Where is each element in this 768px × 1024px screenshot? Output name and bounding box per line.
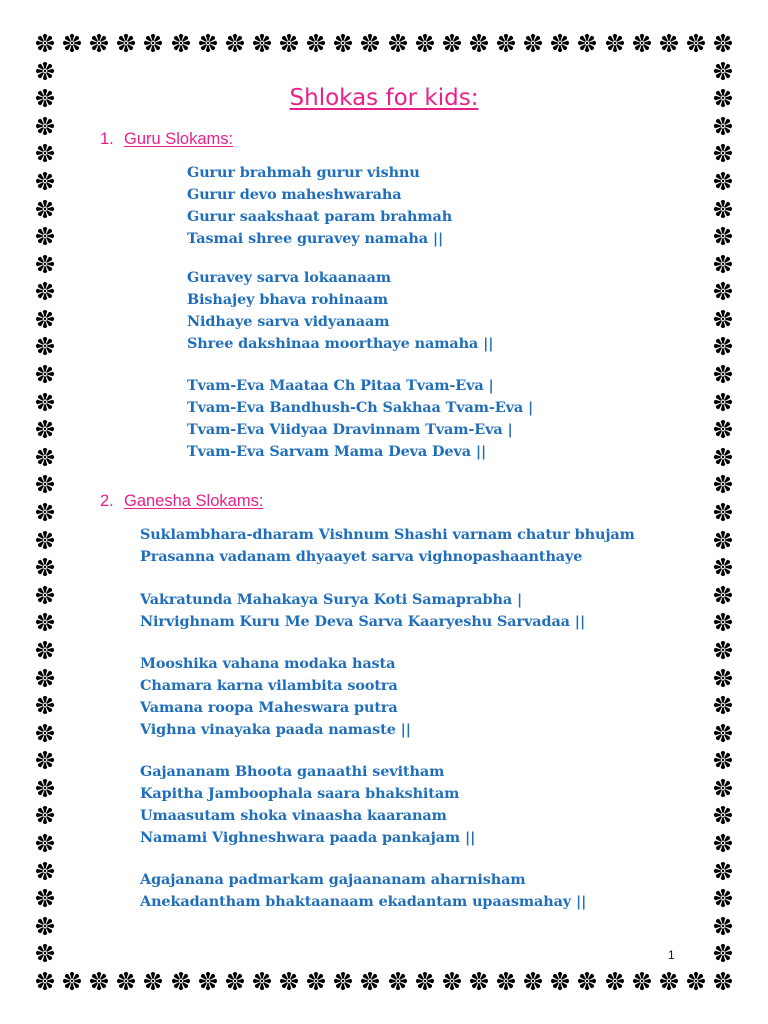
asterisk-flower-icon — [712, 749, 734, 771]
stanza — [187, 162, 452, 250]
asterisk-flower-icon — [34, 280, 56, 302]
verse-line: Tvam-Eva Sarvam Mama Deva Deva || — [187, 443, 487, 460]
asterisk-flower-icon — [34, 639, 56, 661]
asterisk-flower-icon — [468, 32, 490, 54]
asterisk-flower-icon — [34, 225, 56, 247]
asterisk-flower-icon — [34, 804, 56, 826]
asterisk-flower-icon — [712, 722, 734, 744]
asterisk-flower-icon — [712, 32, 734, 54]
asterisk-flower-icon — [712, 556, 734, 578]
asterisk-flower-icon — [170, 32, 192, 54]
asterisk-flower-icon — [712, 915, 734, 937]
asterisk-flower-icon — [34, 887, 56, 909]
asterisk-flower-icon — [685, 970, 707, 992]
verse-line: Suklambhara-dharam Vishnum Shashi varnam chatur bhujam — [140, 526, 635, 543]
verse-line: Gurur brahmah gurur vishnu — [187, 164, 420, 181]
section-title: Guru Slokams: — [124, 130, 234, 148]
verse-line: Kapitha Jamboophala saara bhakshitam — [140, 785, 460, 802]
asterisk-flower-icon — [34, 860, 56, 882]
asterisk-flower-icon — [34, 832, 56, 854]
asterisk-flower-icon — [712, 804, 734, 826]
asterisk-flower-icon — [197, 970, 219, 992]
asterisk-flower-icon — [604, 32, 626, 54]
stanza — [140, 761, 475, 849]
asterisk-flower-icon — [88, 970, 110, 992]
asterisk-flower-icon — [387, 32, 409, 54]
stanza — [140, 524, 635, 568]
asterisk-flower-icon — [34, 446, 56, 468]
asterisk-flower-icon — [34, 60, 56, 82]
verse-line: Namami Vighneshwara paada pankajam || — [140, 829, 476, 846]
asterisk-flower-icon — [712, 418, 734, 440]
asterisk-flower-icon — [522, 970, 544, 992]
asterisk-flower-icon — [359, 970, 381, 992]
asterisk-flower-icon — [197, 32, 219, 54]
asterisk-flower-icon — [34, 391, 56, 413]
asterisk-flower-icon — [34, 335, 56, 357]
asterisk-flower-icon — [604, 970, 626, 992]
asterisk-flower-icon — [224, 32, 246, 54]
asterisk-flower-icon — [61, 970, 83, 992]
asterisk-flower-icon — [712, 225, 734, 247]
asterisk-flower-icon — [712, 446, 734, 468]
verse-line: Tvam-Eva Maataa Ch Pitaa Tvam-Eva | — [187, 377, 494, 394]
asterisk-flower-icon — [685, 32, 707, 54]
asterisk-flower-icon — [712, 115, 734, 137]
asterisk-flower-icon — [34, 32, 56, 54]
asterisk-flower-icon — [305, 970, 327, 992]
verse-line: Tvam-Eva Bandhush-Ch Sakhaa Tvam-Eva | — [187, 399, 534, 416]
page-number: 1 — [668, 948, 675, 962]
verse-line: Shree dakshinaa moorthaye namaha || — [187, 335, 494, 352]
asterisk-flower-icon — [712, 60, 734, 82]
asterisk-flower-icon — [712, 860, 734, 882]
asterisk-flower-icon — [712, 667, 734, 689]
asterisk-flower-icon — [414, 970, 436, 992]
asterisk-flower-icon — [115, 32, 137, 54]
asterisk-flower-icon — [34, 556, 56, 578]
asterisk-flower-icon — [34, 667, 56, 689]
stanza — [187, 267, 493, 355]
asterisk-flower-icon — [631, 970, 653, 992]
asterisk-flower-icon — [142, 970, 164, 992]
asterisk-flower-icon — [712, 529, 734, 551]
asterisk-flower-icon — [441, 970, 463, 992]
asterisk-flower-icon — [549, 32, 571, 54]
asterisk-flower-icon — [142, 32, 164, 54]
asterisk-flower-icon — [170, 970, 192, 992]
asterisk-flower-icon — [712, 335, 734, 357]
asterisk-flower-icon — [115, 970, 137, 992]
verse-line: Gurur saakshaat param brahmah — [187, 208, 453, 225]
asterisk-flower-icon — [712, 501, 734, 523]
verse-line: Bishajey bhava rohinaam — [187, 291, 388, 308]
asterisk-flower-icon — [34, 363, 56, 385]
asterisk-flower-icon — [468, 970, 490, 992]
asterisk-flower-icon — [34, 942, 56, 964]
asterisk-flower-icon — [387, 970, 409, 992]
section-title: Ganesha Slokams: — [124, 492, 264, 510]
asterisk-flower-icon — [332, 32, 354, 54]
verse-line: Anekadantham bhaktaanaam ekadantam upaasmahay || — [140, 893, 587, 910]
asterisk-flower-icon — [278, 32, 300, 54]
asterisk-flower-icon — [712, 170, 734, 192]
asterisk-flower-icon — [34, 253, 56, 275]
asterisk-flower-icon — [441, 32, 463, 54]
asterisk-flower-icon — [712, 363, 734, 385]
asterisk-flower-icon — [549, 970, 571, 992]
asterisk-flower-icon — [414, 32, 436, 54]
asterisk-flower-icon — [278, 970, 300, 992]
asterisk-flower-icon — [712, 832, 734, 854]
verse-line: Nirvighnam Kuru Me Deva Sarva Kaaryeshu Sarvadaa || — [140, 613, 586, 630]
verse-line: Vamana roopa Maheswara putra — [140, 699, 398, 716]
asterisk-flower-icon — [34, 115, 56, 137]
verse-line: Chamara karna vilambita sootra — [140, 677, 398, 694]
asterisk-flower-icon — [359, 32, 381, 54]
verse-line: Vighna vinayaka paada namaste || — [140, 721, 411, 738]
verse-line: Umaasutam shoka vinaasha kaaranam — [140, 807, 447, 824]
asterisk-flower-icon — [712, 391, 734, 413]
asterisk-flower-icon — [522, 32, 544, 54]
section-number: 1. — [100, 130, 114, 148]
asterisk-flower-icon — [712, 142, 734, 164]
asterisk-flower-icon — [34, 749, 56, 771]
verse-line: Vakratunda Mahakaya Surya Koti Samaprabha | — [140, 591, 523, 608]
asterisk-flower-icon — [712, 198, 734, 220]
asterisk-flower-icon — [712, 253, 734, 275]
section-heading-ganesha — [100, 492, 263, 511]
section-heading-guru — [100, 130, 233, 149]
asterisk-flower-icon — [658, 32, 680, 54]
asterisk-flower-icon — [61, 32, 83, 54]
asterisk-flower-icon — [712, 473, 734, 495]
verse-line: Gajananam Bhoota ganaathi sevitham — [140, 763, 445, 780]
verse-line: Tvam-Eva Viidyaa Dravinnam Tvam-Eva | — [187, 421, 513, 438]
asterisk-flower-icon — [34, 308, 56, 330]
asterisk-flower-icon — [34, 142, 56, 164]
page-title: Shlokas for kids: — [289, 85, 479, 111]
asterisk-flower-icon — [576, 970, 598, 992]
asterisk-flower-icon — [34, 722, 56, 744]
asterisk-flower-icon — [34, 584, 56, 606]
asterisk-flower-icon — [224, 970, 246, 992]
asterisk-flower-icon — [251, 32, 273, 54]
asterisk-flower-icon — [34, 915, 56, 937]
stanza — [140, 653, 411, 741]
section-number: 2. — [100, 492, 114, 510]
asterisk-flower-icon — [658, 970, 680, 992]
verse-line: Prasanna vadanam dhyaayet sarva vighnopashaanthaye — [140, 548, 583, 565]
asterisk-flower-icon — [712, 584, 734, 606]
asterisk-flower-icon — [712, 694, 734, 716]
asterisk-flower-icon — [576, 32, 598, 54]
verse-line: Tasmai shree guravey namaha || — [187, 230, 444, 247]
verse-line: Gurur devo maheshwaraha — [187, 186, 402, 203]
verse-line: Agajanana padmarkam gajaananam aharnisham — [140, 871, 526, 888]
asterisk-flower-icon — [495, 970, 517, 992]
asterisk-flower-icon — [34, 501, 56, 523]
asterisk-flower-icon — [712, 611, 734, 633]
verse-line: Nidhaye sarva vidyanaam — [187, 313, 390, 330]
asterisk-flower-icon — [495, 32, 517, 54]
asterisk-flower-icon — [34, 970, 56, 992]
asterisk-flower-icon — [712, 777, 734, 799]
stanza — [187, 375, 533, 463]
asterisk-flower-icon — [34, 611, 56, 633]
asterisk-flower-icon — [34, 418, 56, 440]
asterisk-flower-icon — [305, 32, 327, 54]
asterisk-flower-icon — [712, 280, 734, 302]
asterisk-flower-icon — [251, 970, 273, 992]
asterisk-flower-icon — [712, 970, 734, 992]
asterisk-flower-icon — [712, 942, 734, 964]
asterisk-flower-icon — [34, 529, 56, 551]
asterisk-flower-icon — [34, 198, 56, 220]
asterisk-flower-icon — [88, 32, 110, 54]
stanza — [140, 869, 586, 913]
asterisk-flower-icon — [332, 970, 354, 992]
asterisk-flower-icon — [712, 639, 734, 661]
asterisk-flower-icon — [34, 170, 56, 192]
asterisk-flower-icon — [34, 777, 56, 799]
asterisk-flower-icon — [712, 887, 734, 909]
verse-line: Mooshika vahana modaka hasta — [140, 655, 396, 672]
asterisk-flower-icon — [34, 473, 56, 495]
stanza — [140, 589, 585, 633]
asterisk-flower-icon — [712, 308, 734, 330]
asterisk-flower-icon — [631, 32, 653, 54]
verse-line: Guravey sarva lokaanaam — [187, 269, 391, 286]
asterisk-flower-icon — [34, 694, 56, 716]
